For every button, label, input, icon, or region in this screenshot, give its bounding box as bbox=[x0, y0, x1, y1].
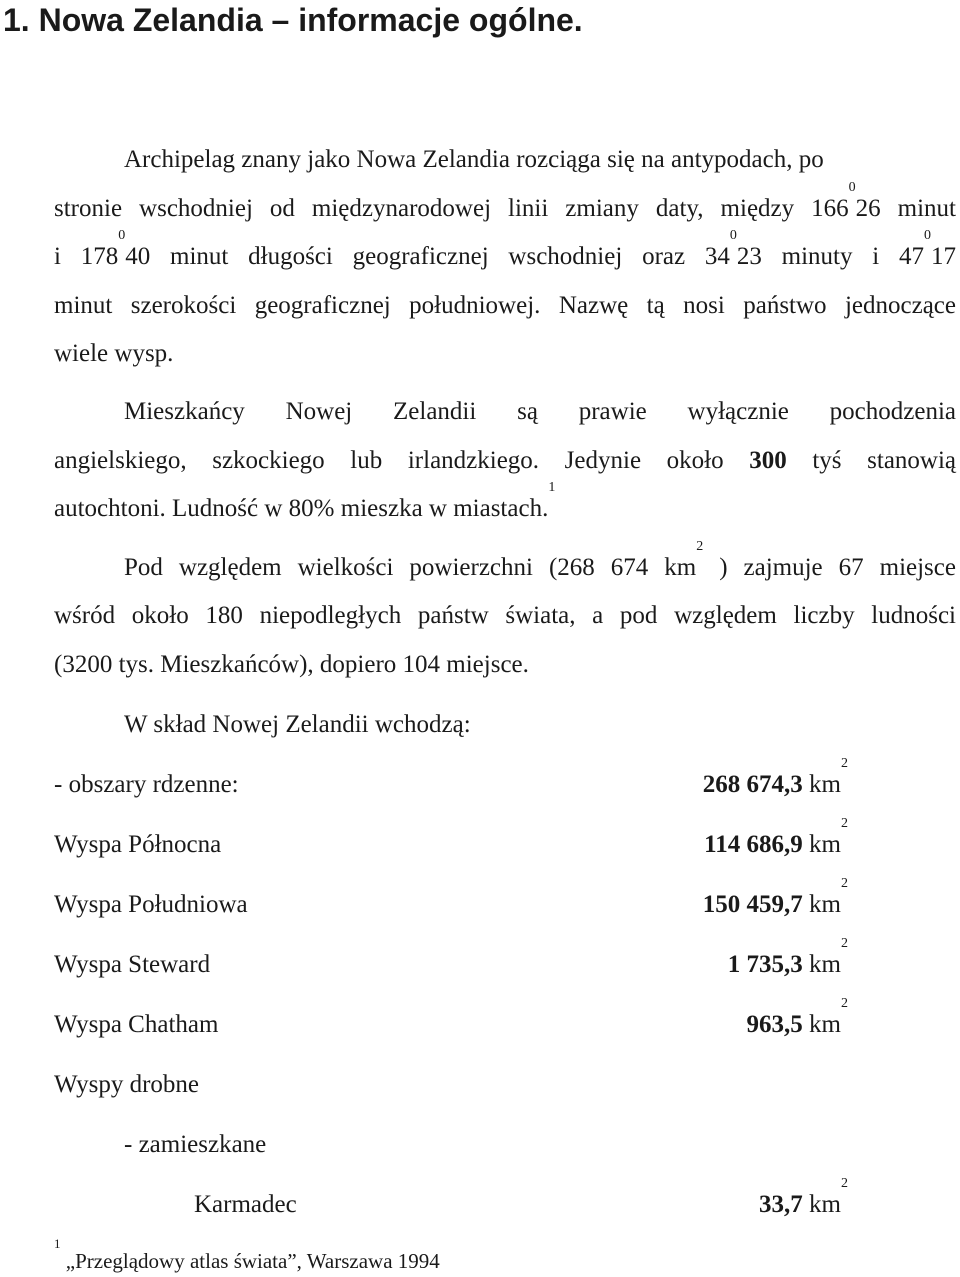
paragraph-1-line-4: minut szerokości geograficznej południowej. Nazwę tą nosi państwo jednoczące bbox=[54, 292, 956, 319]
footnote-marker: 1 bbox=[548, 480, 556, 495]
paragraph-3-line-2: wśród około 180 niepodległych państw świata, a pod względem liczby ludności bbox=[54, 602, 956, 629]
paragraph-1-line-2: stronie wschodniej od międzynarodowej linii zmiany daty, między $166^026$ minut bbox=[54, 180, 956, 222]
area-value: 963,5 $km^2$ bbox=[746, 996, 848, 1038]
small-islands-label: Wyspy drobne bbox=[54, 1071, 199, 1098]
area-label: Wyspa Chatham bbox=[54, 1011, 219, 1038]
paragraph-2-line-1: Mieszkańcy Nowej Zelandii są prawie wyłącznie pochodzenia bbox=[124, 398, 956, 425]
paragraph-3-line-1: Pod względem wielkości powierzchni (268 674 $km^2$ ) zajmuje 67 miejsce bbox=[124, 539, 956, 581]
paragraph-1-line-3: i $178^040$ minut długości geograficznej wschodniej oraz $34^023$ minuty i $47^017$ bbox=[54, 228, 956, 270]
area-value: 1 735,3 $km^2$ bbox=[727, 936, 848, 978]
area-value: 268 674,3 $km^2$ bbox=[702, 756, 848, 798]
area-label: Wyspa Północna bbox=[54, 831, 222, 858]
paragraph-2-line-3: autochtoni. Ludność w 80% mieszka w miastach.$^1$ bbox=[54, 480, 556, 522]
page-title: 1. Nowa Zelandia – informacje ogólne. bbox=[3, 2, 583, 38]
footnote-mark: 1 bbox=[54, 1236, 61, 1251]
paragraph-1-line-1: Archipelag znany jako Nowa Zelandia rozciąga się na antypodach, po bbox=[124, 146, 824, 173]
area-label: Wyspa Południowa bbox=[54, 891, 248, 918]
area-value: 114 686,9 $km^2$ bbox=[704, 816, 848, 858]
footnote: $^1$ „Przeglądowy atlas świata”, Warszawa 1994 bbox=[54, 1236, 440, 1273]
list-intro: W skład Nowej Zelandii wchodzą: bbox=[124, 711, 471, 738]
inhabited-label: - zamieszkane bbox=[124, 1131, 267, 1158]
karmadec-label: Karmadec bbox=[194, 1191, 297, 1218]
area-value: 150 459,7 $km^2$ bbox=[702, 876, 848, 918]
paragraph-2-line-2: angielskiego, szkockiego lub irlandzkiego. Jedynie około 300 tyś stanowią bbox=[54, 447, 957, 474]
population-bold: 300 bbox=[749, 447, 787, 474]
area-label: - obszary rdzenne: bbox=[54, 771, 239, 798]
karmadec-value: 33,7 $km^2$ bbox=[759, 1176, 848, 1218]
paragraph-1-line-5: wiele wysp. bbox=[54, 340, 174, 367]
paragraph-3-line-3: (3200 tys. Mieszkańców), dopiero 104 miejsce. bbox=[54, 651, 529, 678]
area-label: Wyspa Steward bbox=[54, 951, 211, 978]
